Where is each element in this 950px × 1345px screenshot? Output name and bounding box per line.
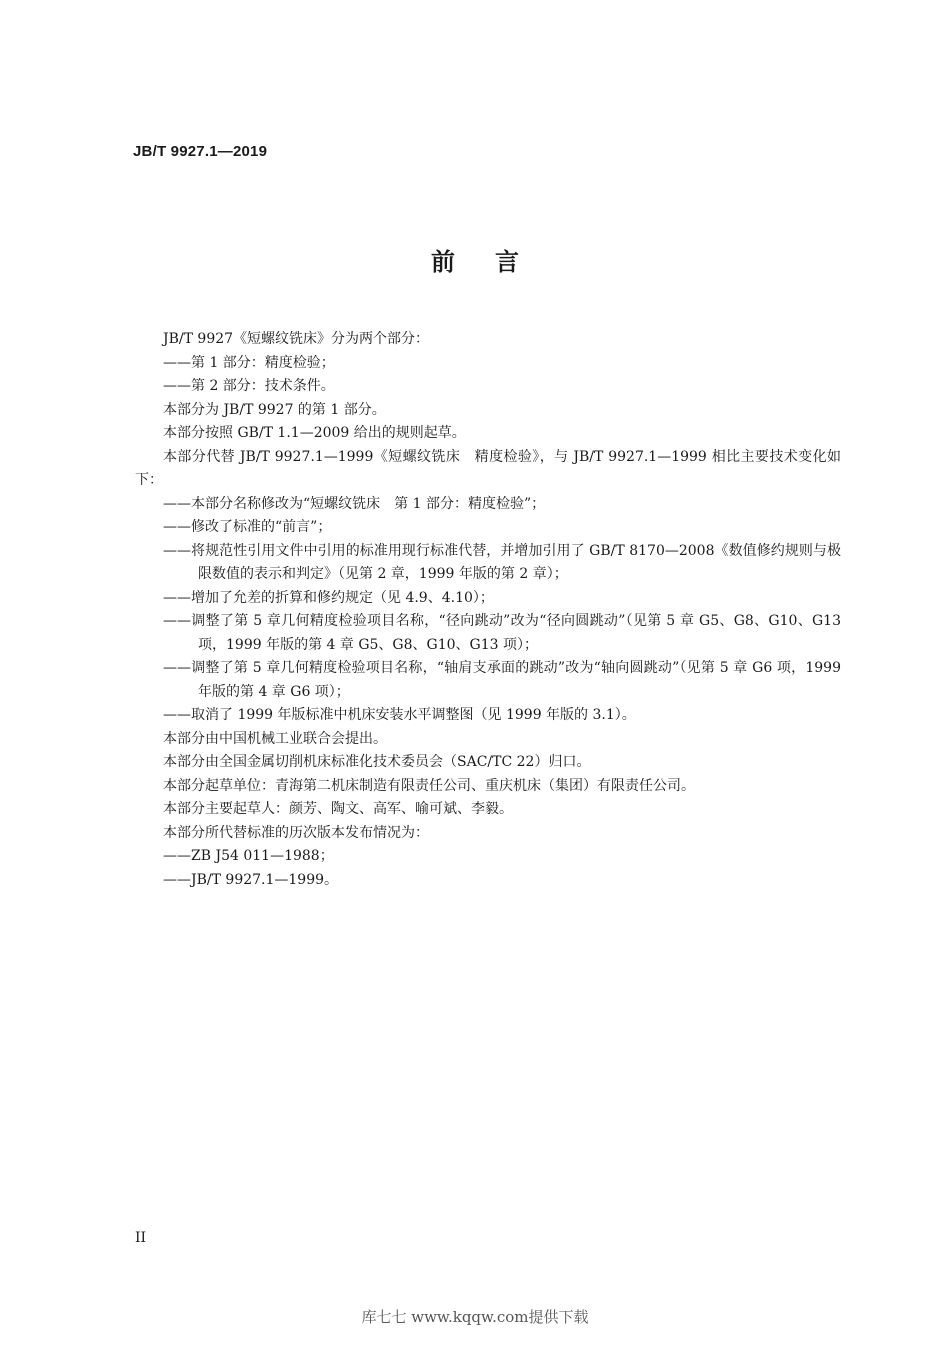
- list-item-change-axial-runout: ——调整了第 5 章几何精度检验项目名称，“轴肩支承面的跳动”改为“轴向圆跳动”（见第 5 章 G6 项，1999 年版的第 4 章 G6 项）；: [163, 660, 841, 700]
- list-item-change-references: ——将规范性引用文件中引用的标准用现行标准代替，并增加引用了 GB/T 8170—2008《数值修约规则与极限数值的表示和判定》（见第 2 章，1999 年版的第 2 章）；: [163, 542, 841, 582]
- list-item-change-foreword: ——修改了标准的“前言”；: [163, 519, 332, 535]
- paragraph-drafters: 本部分主要起草人：颜芳、陶文、高军、喻可斌、李毅。: [163, 801, 513, 817]
- page-title: 前言: [431, 248, 559, 276]
- page-number: II: [135, 1230, 147, 1246]
- list-item-change-radial-runout: ——调整了第 5 章几何精度检验项目名称，“径向跳动”改为“径向圆跳动”（见第 5 章 G5、G8、G10、G13 项，1999 年版的第 4 章 G5、G8、G10、G13 项）；: [163, 613, 841, 653]
- paragraph-drafting-units: 本部分起草单位：青海第二机床制造有限责任公司、重庆机床（集团）有限责任公司。: [163, 777, 695, 794]
- list-item-part-2: ——第 2 部分：技术条件。: [163, 378, 335, 394]
- foreword-body: [135, 328, 841, 892]
- download-watermark: 库七七 www.kqqw.com提供下载: [361, 1308, 589, 1326]
- paragraph-drafting-rules: 本部分按照 GB/T 1.1—2009 给出的规则起草。: [163, 425, 466, 441]
- paragraph-proposed-by: 本部分由中国机械工业联合会提出。: [163, 730, 387, 747]
- list-item-part-1: ——第 1 部分：精度检验；: [163, 354, 335, 371]
- paragraph-this-part: 本部分为 JB/T 9927 的第 1 部分。: [163, 401, 386, 418]
- paragraph-centralized-by: 本部分由全国金属切削机床标准化技术委员会（SAC/TC 22）归口。: [163, 754, 591, 770]
- paragraph-history-intro: 本部分所代替标准的历次版本发布情况为：: [163, 824, 429, 841]
- list-item-history-1988: ——ZB J54 011—1988；: [163, 848, 334, 864]
- paragraph-parts-intro: JB/T 9927《短螺纹铣床》分为两个部分：: [163, 331, 430, 347]
- list-item-change-tolerance: ——增加了允差的折算和修约规定（见 4.9、4.10）；: [163, 589, 494, 606]
- list-item-change-name: ——本部分名称修改为“短螺纹铣床 第 1 部分：精度检验”；: [163, 495, 546, 512]
- list-item-history-1999: ——JB/T 9927.1—1999。: [163, 871, 339, 888]
- list-item-change-removed-figure: ——取消了 1999 年版标准中机床安装水平调整图（见 1999 年版的 3.1）。: [163, 707, 636, 723]
- standard-code: JB/T 9927.1—2019: [133, 143, 268, 160]
- paragraph-replaces: 本部分代替 JB/T 9927.1—1999《短螺纹铣床 精度检验》，与 JB/T 9927.1—1999 相比主要技术变化如下：: [135, 448, 841, 488]
